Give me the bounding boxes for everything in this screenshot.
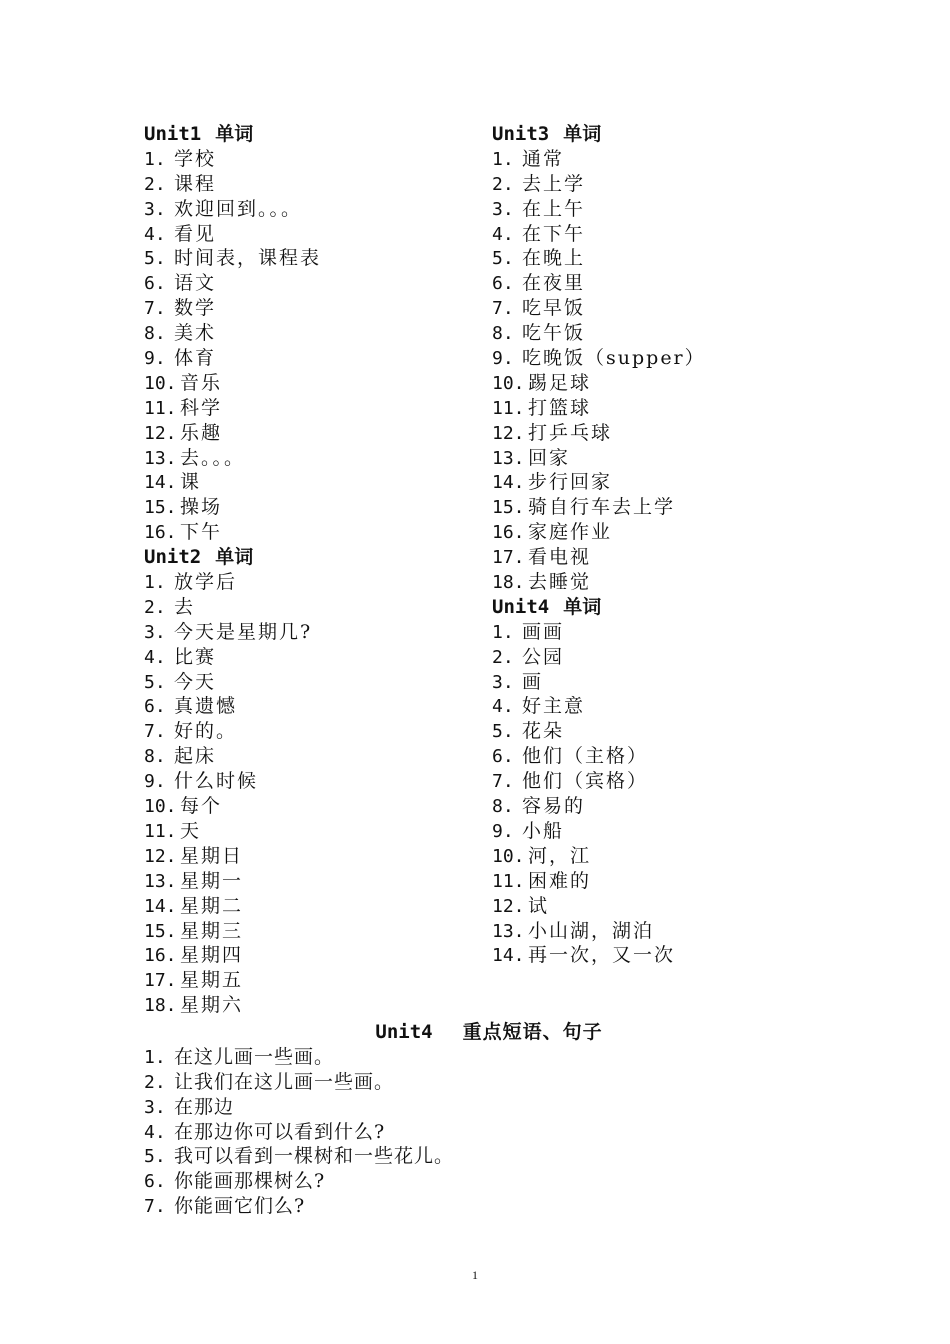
left-vocabulary-column [144, 122, 474, 1018]
vocab-item [492, 769, 832, 794]
vocab-item-number: 12. [144, 845, 177, 867]
vocab-item-number: 10. [144, 372, 177, 394]
vocab-item [144, 470, 474, 495]
vocab-item [144, 197, 474, 222]
vocab-item-number: 7. [492, 298, 514, 320]
vocab-item-number: 2. [492, 173, 514, 195]
vocab-item-number: 8. [144, 323, 166, 345]
vocab-item-number: 14. [144, 895, 177, 917]
vocab-item [144, 421, 474, 446]
unit-heading [492, 595, 832, 620]
vocab-item-text: 去。。。 [180, 446, 246, 469]
vocab-item-number: 11. [144, 820, 177, 842]
vocab-item [144, 620, 474, 645]
vocab-item-text: 时间表，课程表 [174, 247, 322, 270]
vocab-item-text: 公园 [522, 645, 565, 668]
phrase-item-text: 你能画它们么? [174, 1195, 306, 1218]
phrases-heading [144, 1020, 824, 1045]
vocab-item-text: 下午 [180, 521, 223, 544]
vocab-item-text: 课 [180, 471, 202, 494]
vocab-item-number: 2. [144, 596, 166, 618]
vocab-item-number: 16. [144, 945, 177, 967]
vocab-item-number: 16. [492, 522, 525, 544]
vocab-item-number: 14. [492, 472, 525, 494]
unit-heading-unit: Unit1 [144, 123, 202, 145]
phrase-item [144, 1194, 824, 1219]
vocab-item-number: 11. [144, 397, 177, 419]
vocab-item-text: 星期五 [180, 969, 244, 992]
phrase-item-number: 4. [144, 1121, 166, 1143]
vocab-item-number: 14. [492, 945, 525, 967]
vocab-item-number: 9. [492, 820, 514, 842]
vocab-item-number: 7. [144, 298, 166, 320]
vocab-item [144, 919, 474, 944]
vocab-item-text: 去睡觉 [528, 571, 592, 594]
phrase-item-number: 3. [144, 1096, 166, 1118]
vocab-item-number: 15. [144, 497, 177, 519]
vocab-item-text: 星期三 [180, 919, 244, 942]
vocab-item-number: 3. [492, 671, 514, 693]
phrase-item-number: 6. [144, 1171, 166, 1193]
vocab-item-text: 小船 [522, 819, 565, 842]
vocab-item-number: 7. [492, 771, 514, 793]
vocab-item-number: 6. [144, 696, 166, 718]
vocab-item-text: 星期四 [180, 944, 244, 967]
vocab-item [492, 421, 832, 446]
vocab-item-text: 数学 [174, 297, 217, 320]
vocab-item-text: 天 [180, 819, 202, 842]
vocab-item-number: 12. [144, 422, 177, 444]
vocab-item-number: 3. [492, 198, 514, 220]
phrases-list [144, 1045, 824, 1219]
unit-heading-label: 单词 [563, 123, 602, 145]
phrase-item-number: 2. [144, 1071, 166, 1093]
vocab-item-text: 音乐 [180, 371, 223, 394]
vocab-item-text: 回家 [528, 446, 571, 469]
vocab-item-number: 13. [144, 447, 177, 469]
vocab-item-text: 吃早饭 [522, 297, 586, 320]
vocab-item-text: 操场 [180, 496, 223, 519]
phrase-item-text: 在那边你可以看到什么? [174, 1120, 386, 1143]
vocab-item-text: 看见 [174, 222, 217, 245]
vocab-item [144, 694, 474, 719]
vocab-item-text: 打乒乓球 [528, 421, 613, 444]
unit-heading-label: 单词 [215, 546, 254, 569]
vocab-item-number: 6. [144, 273, 166, 295]
vocab-item-number: 12. [492, 422, 525, 444]
vocab-item-number: 9. [144, 771, 166, 793]
vocab-item-text: 真遗憾 [174, 695, 238, 718]
vocab-item-text: 画 [522, 670, 544, 693]
vocab-item [492, 894, 832, 919]
vocab-item [492, 446, 832, 471]
phrase-item [144, 1045, 824, 1070]
vocab-item [492, 321, 832, 346]
vocab-item-text: 吃午饭 [522, 322, 586, 345]
vocab-item-number: 15. [492, 497, 525, 519]
unit-heading-unit: Unit3 [492, 123, 550, 145]
vocab-item [144, 744, 474, 769]
vocab-item-text: 试 [528, 894, 550, 917]
right-vocabulary-column [492, 122, 832, 968]
vocab-item-number: 9. [492, 348, 514, 370]
vocab-item [492, 794, 832, 819]
vocab-item [144, 222, 474, 247]
vocab-item [144, 147, 474, 172]
unit-heading-label: 单词 [563, 595, 602, 618]
vocab-item [144, 943, 474, 968]
vocab-item [492, 346, 832, 371]
vocab-item-text: 容易的 [522, 795, 586, 818]
vocab-item-text: 星期日 [180, 844, 244, 867]
vocab-item-text: 每个 [180, 795, 223, 818]
vocab-item-text: 在上午 [522, 197, 586, 220]
vocab-item-number: 5. [492, 721, 514, 743]
vocab-item [492, 670, 832, 695]
vocab-item-number: 15. [144, 920, 177, 942]
vocab-item [144, 894, 474, 919]
vocab-item-text: 放学后 [174, 571, 238, 594]
vocab-item [492, 296, 832, 321]
vocab-item-text: 比赛 [174, 645, 217, 668]
vocab-item-text: 好主意 [522, 695, 586, 718]
vocab-item-text: 好的。 [174, 720, 238, 743]
vocab-item-text: 在夜里 [522, 272, 586, 295]
vocab-item-text: 他们（宾格） [522, 770, 649, 793]
vocab-item-number: 13. [492, 447, 525, 469]
vocab-item-number: 8. [492, 323, 514, 345]
vocab-item [144, 819, 474, 844]
vocab-item-number: 4. [144, 223, 166, 245]
vocab-item-number: 5. [492, 248, 514, 270]
vocab-item [492, 819, 832, 844]
vocab-item [492, 396, 832, 421]
vocab-item [492, 694, 832, 719]
vocab-item-text: 语文 [174, 272, 217, 295]
vocab-item-text: 花朵 [522, 720, 565, 743]
phrase-item [144, 1144, 824, 1169]
phrase-item-number: 5. [144, 1146, 166, 1168]
vocab-item [492, 869, 832, 894]
vocab-item-text: 什么时候 [174, 770, 259, 793]
unit-heading [144, 545, 474, 570]
vocab-item-number: 10. [492, 372, 525, 394]
vocab-item-number: 6. [492, 273, 514, 295]
phrases-heading-unit: Unit4 [375, 1021, 433, 1043]
vocab-item-text: 学校 [174, 147, 217, 170]
vocab-item-number: 1. [144, 572, 166, 594]
phrase-item-text: 在那边 [174, 1095, 235, 1118]
vocab-item-text: 起床 [174, 745, 217, 768]
vocab-item-number: 18. [144, 995, 177, 1017]
vocab-item-number: 3. [144, 198, 166, 220]
phrase-item [144, 1120, 824, 1145]
vocab-item [492, 645, 832, 670]
vocab-item-text: 科学 [180, 396, 223, 419]
vocab-item-number: 2. [144, 173, 166, 195]
vocab-item-text: 吃晚饭（supper） [522, 347, 706, 370]
vocab-item-text: 在下午 [522, 222, 586, 245]
vocab-item-number: 1. [492, 148, 514, 170]
vocab-item [492, 147, 832, 172]
vocab-item [144, 719, 474, 744]
vocab-item [492, 222, 832, 247]
vocab-item [492, 844, 832, 869]
vocab-item-number: 8. [492, 796, 514, 818]
vocab-item [492, 520, 832, 545]
vocab-item-number: 2. [492, 646, 514, 668]
vocab-item-text: 困难的 [528, 869, 592, 892]
vocab-item-number: 4. [144, 646, 166, 668]
vocab-item-number: 11. [492, 870, 525, 892]
phrase-item [144, 1070, 824, 1095]
vocab-item-number: 9. [144, 348, 166, 370]
vocab-item-number: 5. [144, 671, 166, 693]
vocab-item [492, 246, 832, 271]
vocab-item-text: 看电视 [528, 546, 592, 569]
vocab-item [492, 570, 832, 595]
vocab-item [144, 396, 474, 421]
phrase-item-number: 7. [144, 1196, 166, 1218]
vocab-item-number: 10. [144, 796, 177, 818]
vocab-item [144, 844, 474, 869]
vocab-item [492, 943, 832, 968]
vocab-item [144, 595, 474, 620]
vocab-item [492, 620, 832, 645]
vocab-item [144, 371, 474, 396]
vocab-item-text: 步行回家 [528, 471, 613, 494]
vocab-item [144, 346, 474, 371]
phrase-item-text: 在这儿画一些画。 [174, 1045, 335, 1068]
vocab-item-text: 乐趣 [180, 421, 223, 444]
vocab-item-number: 5. [144, 248, 166, 270]
vocab-item [492, 919, 832, 944]
vocab-item [492, 197, 832, 222]
vocab-item [492, 744, 832, 769]
vocab-item-text: 打篮球 [528, 396, 592, 419]
vocab-item-text: 星期一 [180, 869, 244, 892]
unit-heading [144, 122, 474, 147]
phrase-item [144, 1169, 824, 1194]
vocab-item-text: 再一次，又一次 [528, 944, 676, 967]
vocab-item [144, 172, 474, 197]
vocab-item-text: 体育 [174, 347, 217, 370]
vocab-item [492, 470, 832, 495]
vocab-item-number: 17. [144, 970, 177, 992]
vocab-item [144, 769, 474, 794]
unit4-phrases-section [144, 1020, 824, 1219]
vocab-item [144, 645, 474, 670]
vocab-item-text: 他们（主格） [522, 745, 649, 768]
vocab-item [144, 321, 474, 346]
vocab-item-text: 去 [174, 595, 196, 618]
vocab-item-text: 小山湖，湖泊 [528, 919, 655, 942]
vocab-item-number: 3. [144, 621, 166, 643]
vocab-item-text: 骑自行车去上学 [528, 496, 676, 519]
vocab-item-number: 1. [492, 621, 514, 643]
vocab-item [144, 520, 474, 545]
vocab-item-number: 6. [492, 746, 514, 768]
vocab-item-number: 8. [144, 746, 166, 768]
vocab-item [492, 172, 832, 197]
vocab-item-text: 在晚上 [522, 247, 586, 270]
phrase-item-number: 1. [144, 1046, 166, 1068]
vocab-item [144, 296, 474, 321]
vocab-item [492, 271, 832, 296]
vocab-item-number: 12. [492, 895, 525, 917]
vocab-item [492, 371, 832, 396]
vocab-item [144, 968, 474, 993]
vocab-item [492, 495, 832, 520]
vocab-item [144, 670, 474, 695]
vocab-item [144, 446, 474, 471]
vocab-item-text: 家庭作业 [528, 521, 613, 544]
vocab-item-text: 课程 [174, 172, 217, 195]
vocab-item-number: 4. [492, 696, 514, 718]
vocab-item-text: 河，江 [528, 844, 592, 867]
vocab-item-text: 今天 [174, 670, 217, 693]
vocab-item [144, 869, 474, 894]
vocab-item [144, 794, 474, 819]
vocab-item [492, 719, 832, 744]
vocab-item-number: 17. [492, 547, 525, 569]
phrase-item [144, 1095, 824, 1120]
vocab-item [144, 993, 474, 1018]
unit-heading-unit: Unit2 [144, 546, 202, 569]
unit-heading-label: 单词 [215, 123, 254, 145]
page-number: 1 [472, 1268, 478, 1282]
phrases-heading-label: 重点短语、句子 [462, 1021, 603, 1043]
vocab-item-number: 11. [492, 397, 525, 419]
vocab-item-text: 美术 [174, 322, 217, 345]
vocab-item [492, 545, 832, 570]
phrase-item-text: 让我们在这儿画一些画。 [174, 1070, 395, 1093]
vocab-item-text: 画画 [522, 620, 565, 643]
vocab-item-number: 13. [144, 870, 177, 892]
vocab-item-text: 今天是星期几? [174, 620, 313, 643]
vocab-item-number: 16. [144, 522, 177, 544]
vocab-item-number: 1. [144, 148, 166, 170]
unit-heading [492, 122, 832, 147]
vocab-item-number: 10. [492, 845, 525, 867]
vocab-item-number: 7. [144, 721, 166, 743]
vocab-item-text: 欢迎回到。。。 [174, 197, 303, 220]
unit-heading-unit: Unit4 [492, 595, 550, 618]
vocab-item-number: 13. [492, 920, 525, 942]
vocab-item-text: 星期六 [180, 994, 244, 1017]
vocab-item [144, 246, 474, 271]
vocab-item-text: 星期二 [180, 894, 244, 917]
vocab-item-number: 14. [144, 472, 177, 494]
vocab-item-number: 4. [492, 223, 514, 245]
phrase-item-text: 我可以看到一棵树和一些花儿。 [174, 1145, 455, 1168]
vocab-item [144, 570, 474, 595]
phrase-item-text: 你能画那棵树么? [174, 1170, 326, 1193]
vocab-item-text: 通常 [522, 147, 565, 170]
vocab-item-text: 去上学 [522, 172, 586, 195]
vocab-item [144, 495, 474, 520]
vocab-item-text: 踢足球 [528, 371, 592, 394]
vocab-item [144, 271, 474, 296]
vocab-item-number: 18. [492, 572, 525, 594]
